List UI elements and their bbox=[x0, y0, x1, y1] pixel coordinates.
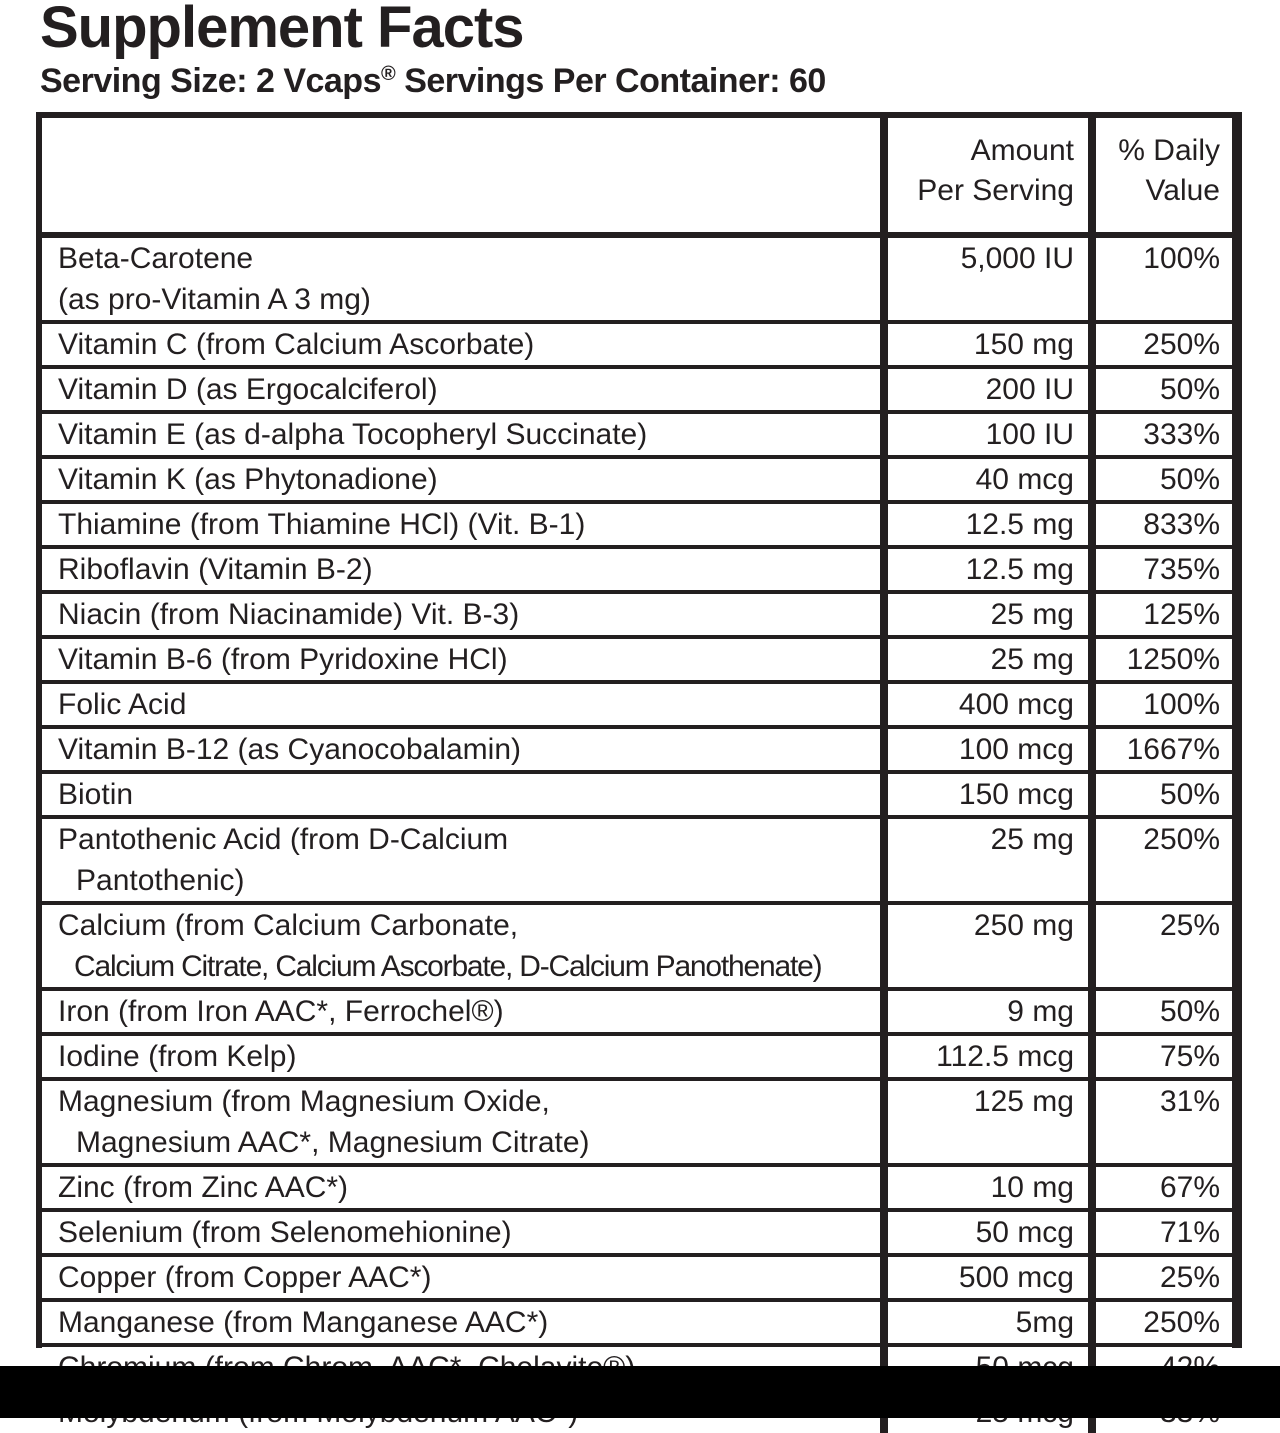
nutrient-name-line1: Riboflavin (Vitamin B-2) bbox=[58, 553, 373, 586]
table-row bbox=[42, 238, 1232, 324]
nutrient-name-line1: Thiamine (from Thiamine HCl) (Vit. B-1) bbox=[58, 508, 586, 541]
nutrient-name-line1: Manganese (from Manganese AAC*) bbox=[58, 1306, 549, 1339]
daily-value: 71% bbox=[1096, 1212, 1232, 1257]
table-row bbox=[42, 774, 1232, 819]
amount-per-serving: 12.5 mg bbox=[888, 549, 1096, 594]
serving-size: Serving Size: 2 Vcaps bbox=[40, 62, 381, 100]
page-title: Supplement Facts bbox=[40, 0, 524, 60]
amount-per-serving: 100 IU bbox=[888, 414, 1096, 459]
daily-value: 250% bbox=[1096, 819, 1232, 905]
nutrient-name bbox=[42, 1081, 888, 1167]
table-row bbox=[42, 504, 1232, 549]
table-row bbox=[42, 1302, 1232, 1347]
table-row bbox=[42, 1257, 1232, 1302]
nutrient-name-line1: Zinc (from Zinc AAC*) bbox=[58, 1171, 349, 1204]
header-blank bbox=[42, 118, 888, 238]
amount-per-serving: 400 mcg bbox=[888, 684, 1096, 729]
daily-value: 25% bbox=[1096, 1257, 1232, 1302]
table-row bbox=[42, 729, 1232, 774]
table-row bbox=[42, 549, 1232, 594]
nutrient-name bbox=[42, 594, 888, 639]
daily-value: 50% bbox=[1096, 459, 1232, 504]
amount-per-serving: 25 mg bbox=[888, 594, 1096, 639]
nutrient-name-line2: Magnesium AAC*, Magnesium Citrate) bbox=[76, 1126, 590, 1159]
amount-per-serving: 150 mcg bbox=[888, 774, 1096, 819]
daily-value: 833% bbox=[1096, 504, 1232, 549]
header-amount bbox=[888, 118, 1096, 238]
table-row bbox=[42, 991, 1232, 1036]
facts-table bbox=[42, 118, 1232, 1433]
registered-mark: ® bbox=[381, 63, 396, 85]
nutrient-name bbox=[42, 819, 888, 905]
nutrient-name-line1: Vitamin K (as Phytonadione) bbox=[58, 463, 438, 496]
daily-value: 333% bbox=[1096, 414, 1232, 459]
daily-value: 1667% bbox=[1096, 729, 1232, 774]
nutrient-name-line1: Iodine (from Kelp) bbox=[58, 1040, 297, 1073]
amount-per-serving: 5,000 IU bbox=[888, 238, 1096, 324]
facts-table-frame bbox=[36, 112, 1242, 1348]
nutrient-name bbox=[42, 1302, 888, 1347]
table-row bbox=[42, 369, 1232, 414]
nutrient-name bbox=[42, 639, 888, 684]
nutrient-name-line1: Copper (from Copper AAC*) bbox=[58, 1261, 432, 1294]
table-body bbox=[42, 238, 1232, 1433]
nutrient-name bbox=[42, 549, 888, 594]
amount-per-serving: 10 mg bbox=[888, 1167, 1096, 1212]
nutrient-name bbox=[42, 459, 888, 504]
table-row bbox=[42, 324, 1232, 369]
daily-value: 75% bbox=[1096, 1036, 1232, 1081]
nutrient-name bbox=[42, 1167, 888, 1212]
nutrient-name bbox=[42, 369, 888, 414]
nutrient-name-line1: Vitamin C (from Calcium Ascorbate) bbox=[58, 328, 535, 361]
nutrient-name-line1: Vitamin B-12 (as Cyanocobalamin) bbox=[58, 733, 521, 766]
header-dv-line2: Value bbox=[1145, 174, 1220, 207]
table-row bbox=[42, 684, 1232, 729]
nutrient-name bbox=[42, 1036, 888, 1081]
nutrient-name-line1: Niacin (from Niacinamide) Vit. B-3) bbox=[58, 598, 520, 631]
nutrient-name bbox=[42, 1212, 888, 1257]
nutrient-name bbox=[42, 414, 888, 459]
nutrient-name bbox=[42, 905, 888, 991]
table-row bbox=[42, 1167, 1232, 1212]
table-row bbox=[42, 1212, 1232, 1257]
nutrient-name bbox=[42, 504, 888, 549]
table-row bbox=[42, 639, 1232, 684]
header-amount-line2: Per Serving bbox=[917, 174, 1074, 207]
amount-per-serving: 25 mg bbox=[888, 819, 1096, 905]
nutrient-name bbox=[42, 684, 888, 729]
bottom-bar bbox=[0, 1366, 1280, 1418]
nutrient-name-line1: Calcium (from Calcium Carbonate, bbox=[58, 909, 519, 942]
daily-value: 1250% bbox=[1096, 639, 1232, 684]
header-daily-value bbox=[1096, 118, 1232, 238]
nutrient-name-line2: Calcium Citrate, Calcium Ascorbate, D-Calcium Panothenate) bbox=[74, 950, 822, 983]
daily-value: 31% bbox=[1096, 1081, 1232, 1167]
amount-per-serving: 112.5 mcg bbox=[888, 1036, 1096, 1081]
daily-value: 67% bbox=[1096, 1167, 1232, 1212]
daily-value: 100% bbox=[1096, 238, 1232, 324]
amount-per-serving: 9 mg bbox=[888, 991, 1096, 1036]
serving-info bbox=[40, 60, 826, 102]
nutrient-name-line1: Folic Acid bbox=[58, 688, 187, 721]
daily-value: 50% bbox=[1096, 991, 1232, 1036]
amount-per-serving: 125 mg bbox=[888, 1081, 1096, 1167]
amount-per-serving: 40 mcg bbox=[888, 459, 1096, 504]
daily-value: 250% bbox=[1096, 1302, 1232, 1347]
header-dv-line1: % Daily bbox=[1118, 134, 1220, 167]
daily-value: 50% bbox=[1096, 369, 1232, 414]
nutrient-name-line1: Biotin bbox=[58, 778, 134, 811]
nutrient-name bbox=[42, 729, 888, 774]
table-row bbox=[42, 1081, 1232, 1167]
daily-value: 50% bbox=[1096, 774, 1232, 819]
amount-per-serving: 25 mg bbox=[888, 639, 1096, 684]
table-header bbox=[42, 118, 1232, 238]
nutrient-name-line1: Vitamin E (as d-alpha Tocopheryl Succinate) bbox=[58, 418, 648, 451]
nutrient-name-line2: Pantothenic) bbox=[76, 864, 245, 897]
servings-per-container: Servings Per Container: 60 bbox=[404, 62, 826, 100]
daily-value: 125% bbox=[1096, 594, 1232, 639]
nutrient-name-line1: Beta-Carotene bbox=[58, 242, 254, 275]
amount-per-serving: 5mg bbox=[888, 1302, 1096, 1347]
nutrient-name-line1: Selenium (from Selenomehionine) bbox=[58, 1216, 512, 1249]
table-row bbox=[42, 459, 1232, 504]
amount-per-serving: 200 IU bbox=[888, 369, 1096, 414]
nutrient-name bbox=[42, 324, 888, 369]
amount-per-serving: 500 mcg bbox=[888, 1257, 1096, 1302]
nutrient-name-line1: Vitamin B-6 (from Pyridoxine HCl) bbox=[58, 643, 508, 676]
header-amount-line1: Amount bbox=[970, 134, 1074, 167]
daily-value: 100% bbox=[1096, 684, 1232, 729]
nutrient-name-line1: Iron (from Iron AAC*, Ferrochel®) bbox=[58, 995, 504, 1028]
table-row bbox=[42, 819, 1232, 905]
daily-value: 735% bbox=[1096, 549, 1232, 594]
nutrient-name bbox=[42, 1257, 888, 1302]
nutrient-name-line1: Magnesium (from Magnesium Oxide, bbox=[58, 1085, 550, 1118]
nutrient-name-line2: (as pro-Vitamin A 3 mg) bbox=[58, 283, 371, 316]
amount-per-serving: 100 mcg bbox=[888, 729, 1096, 774]
table-row bbox=[42, 594, 1232, 639]
amount-per-serving: 150 mg bbox=[888, 324, 1096, 369]
daily-value: 25% bbox=[1096, 905, 1232, 991]
nutrient-name bbox=[42, 774, 888, 819]
nutrient-name-line1: Pantothenic Acid (from D-Calcium bbox=[58, 823, 509, 856]
daily-value: 250% bbox=[1096, 324, 1232, 369]
nutrient-name bbox=[42, 238, 888, 324]
amount-per-serving: 250 mg bbox=[888, 905, 1096, 991]
table-row bbox=[42, 1036, 1232, 1081]
amount-per-serving: 50 mcg bbox=[888, 1212, 1096, 1257]
nutrient-name-line1: Vitamin D (as Ergocalciferol) bbox=[58, 373, 438, 406]
table-row bbox=[42, 905, 1232, 991]
table-row bbox=[42, 414, 1232, 459]
amount-per-serving: 12.5 mg bbox=[888, 504, 1096, 549]
nutrient-name bbox=[42, 991, 888, 1036]
